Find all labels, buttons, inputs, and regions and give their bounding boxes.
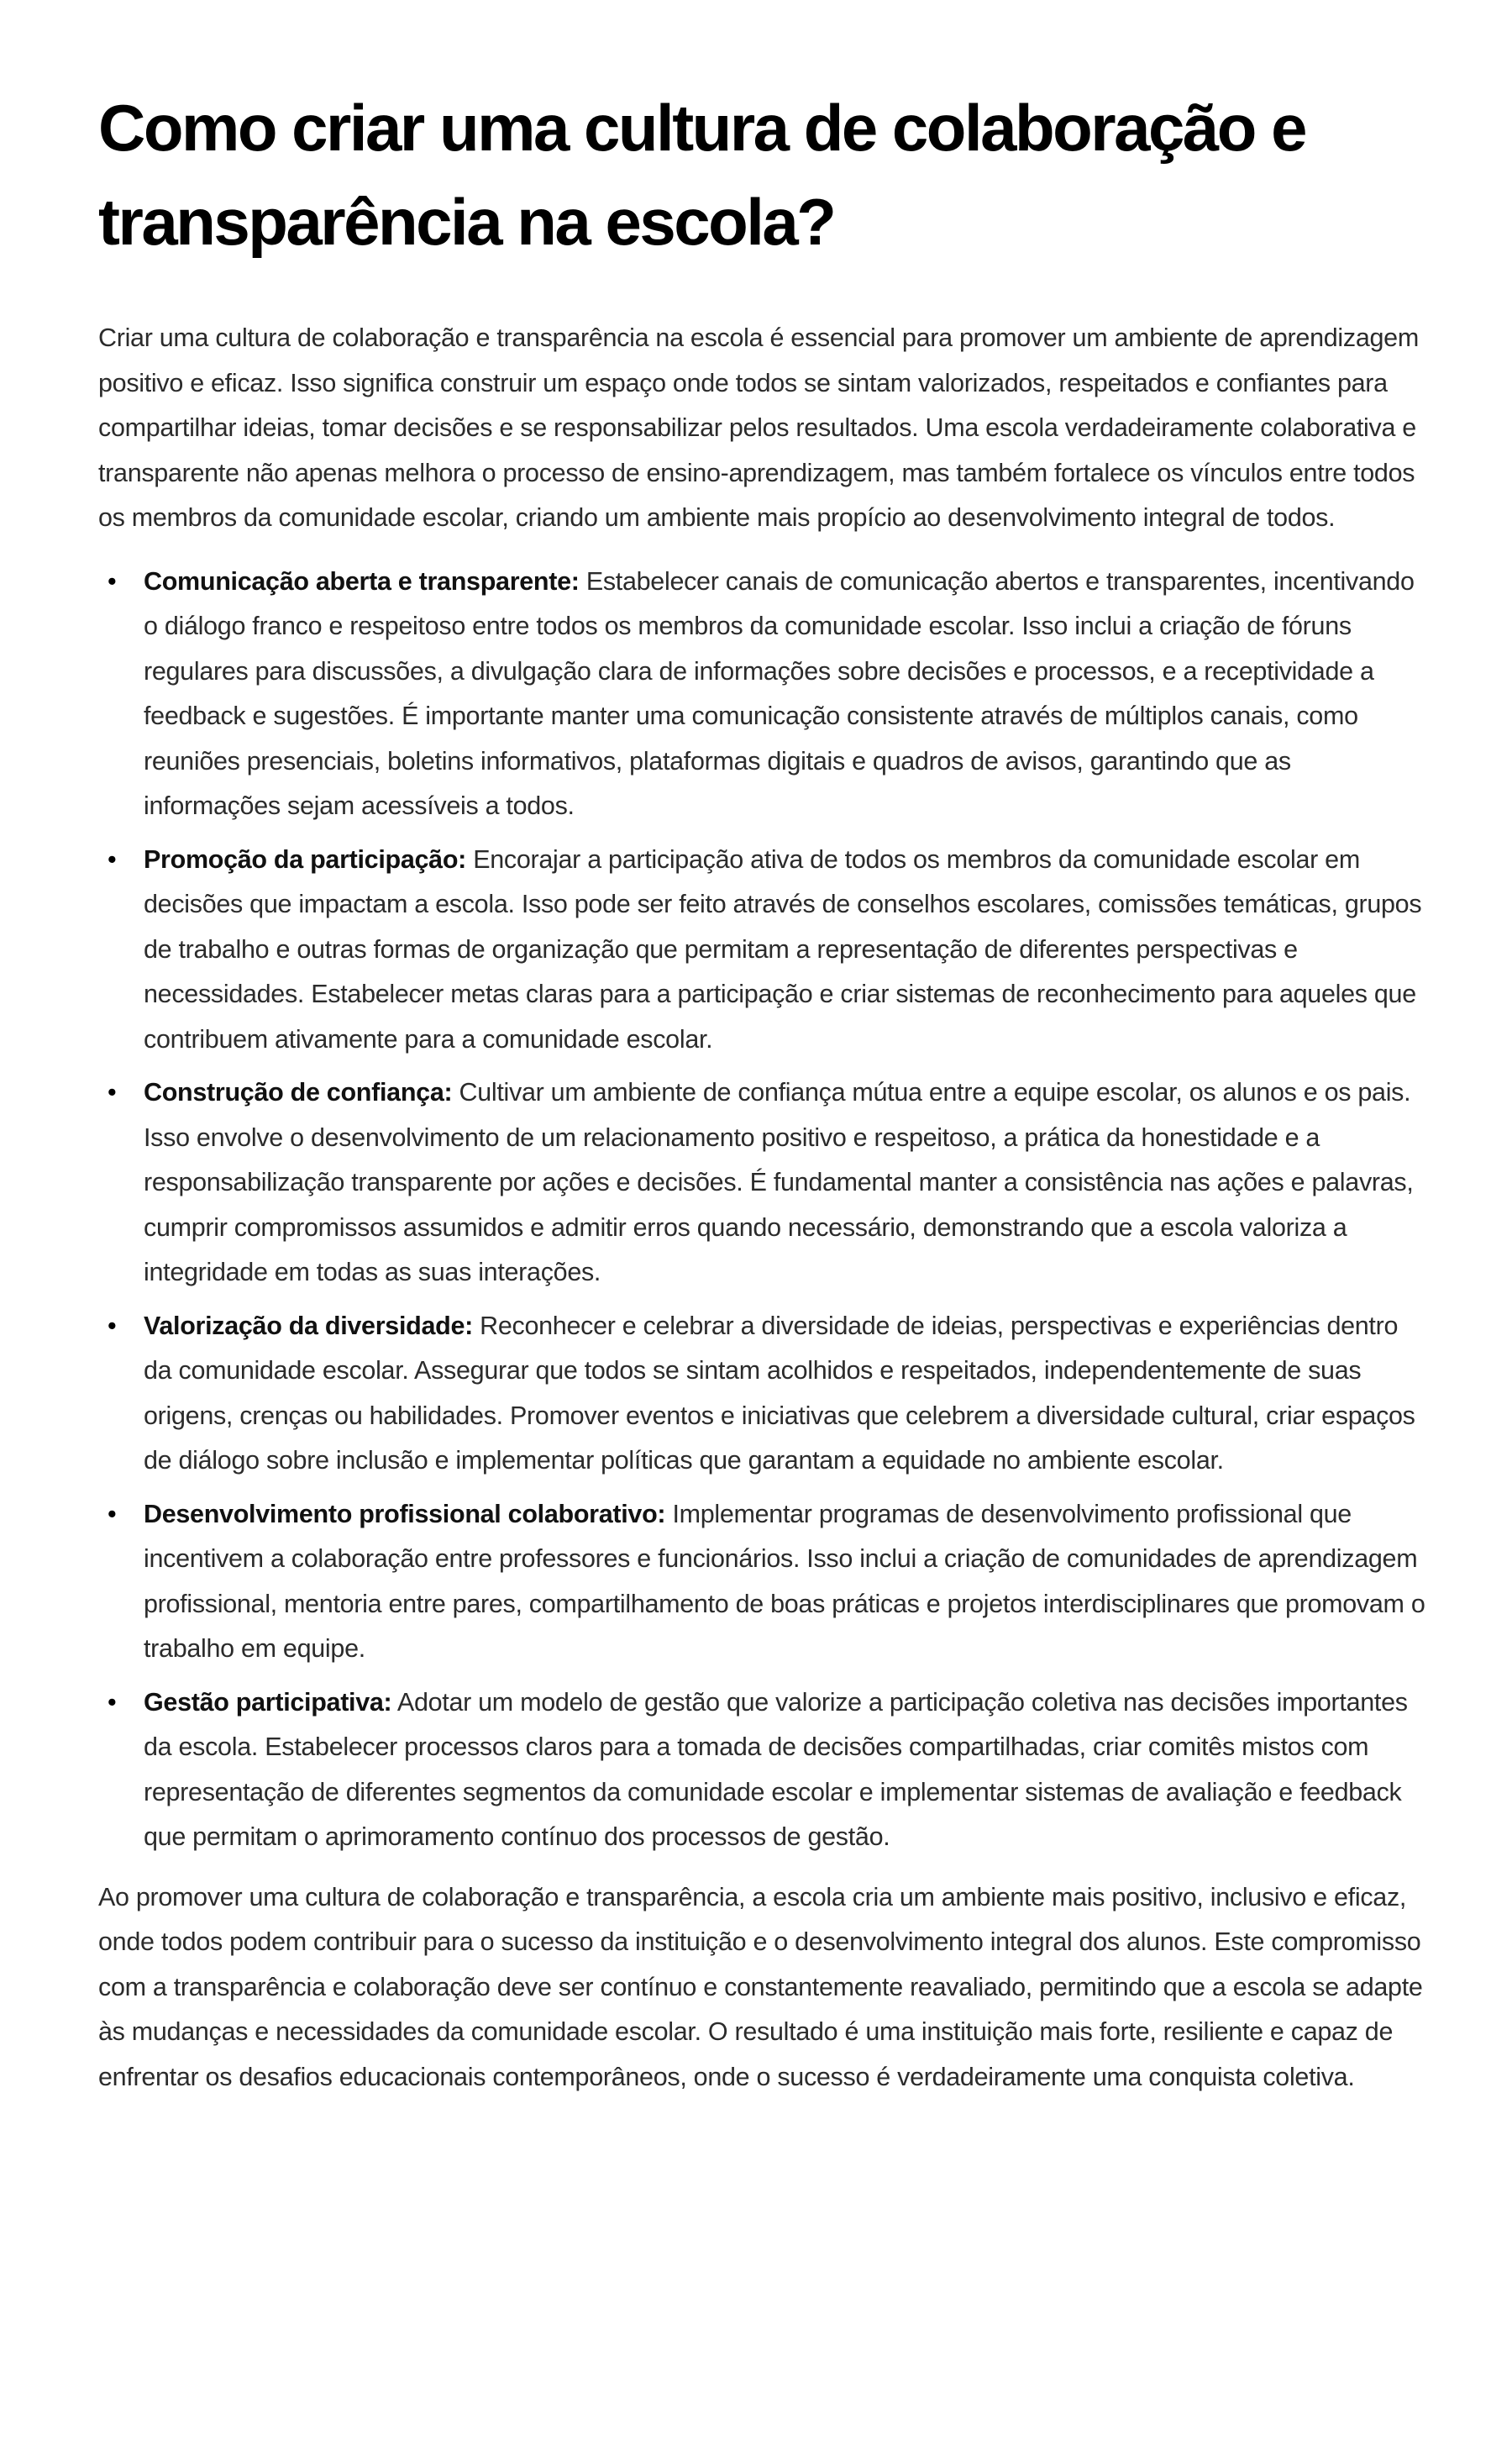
list-item-term: Gestão participativa: [144,1687,392,1717]
list-item-text: Reconhecer e celebrar a diversidade de ideias, perspectivas e experiências dentro da comunidade escolar. Assegurar que todos se sintam acolhidos e respeitados, independentemente de suas origens, crenças ou habilidades. Promover eventos e iniciativas que celebrem a diversidade cultural, criar espaços de diálogo sobre inclusão e implementar políticas que garantam a equidade no ambiente escolar. [144,1311,1415,1475]
list-item-text: Cultivar um ambiente de confiança mútua entre a equipe escolar, os alunos e os pais. Isso envolve o desenvolvimento de um relacionamento positivo e respeitoso, a prática da honestidade e a responsabilização transparente por ações e decisões. É fundamental manter a consistência nas ações e palavras, cumprir compromissos assumidos e admitir erros quando necessário, demonstrando que a escola valoriza a integridade em todas as suas interações. [144,1078,1414,1286]
bullet-icon: • [108,566,117,596]
bullet-icon: • [108,1311,117,1340]
bullet-icon: • [108,1687,117,1717]
list-item-term: Desenvolvimento profissional colaborativo: [144,1499,666,1528]
list-item-text: Adotar um modelo de gestão que valorize a participação coletiva nas decisões importantes da escola. Estabelecer processos claros para a tomada de decisões compartilhadas, criar comitês mistos com representação de diferentes segmentos da comunidade escolar e implementar sistemas de avaliação e feedback que permitam o aprimoramento contínuo dos processos de gestão. [144,1687,1408,1851]
page-title: Como criar uma cultura de colaboração e transparência na escola? [98,91,1305,259]
list-item [108,1680,1425,1860]
list-item-term: Promoção da participação: [144,844,467,874]
bullet-icon: • [108,1499,117,1528]
list-item [108,1492,1425,1672]
list-item [108,838,1425,1063]
list-item-text: Estabelecer canais de comunicação abertos e transparentes, incentivando o diálogo franco e respeitoso entre todos os membros da comunidade escolar. Isso inclui a criação de fóruns regulares para discussões, a divulgação clara de informações sobre decisões e processos, e a receptividade a feedback e sugestões. É importante manter uma comunicação consistente através de múltiplos canais, como reuniões presenciais, boletins informativos, plataformas digitais e quadros de avisos, garantindo que as informações sejam acessíveis a todos. [144,566,1415,820]
list-item-text: Implementar programas de desenvolvimento profissional que incentivem a colaboração entre professores e funcionários. Isso inclui a criação de comunidades de aprendizagem profissional, mentoria entre pares, compartilhamento de boas práticas e projetos interdisciplinares que promovam o trabalho em equipe. [144,1499,1425,1663]
list-item-term: Construção de confiança: [144,1078,453,1107]
list-item [108,1070,1425,1296]
list-item-term: Valorização da diversidade: [144,1311,473,1340]
intro-paragraph: Criar uma cultura de colaboração e transparência na escola é essencial para promover um ambiente de aprendizagem positivo e eficaz. Isso significa construir um espaço onde todos se sintam valorizados, respeitados e confiantes para compartilhar ideias, tomar decisões e se responsabilizar pelos resultados. Uma escola verdadeiramente colaborativa e transparente não apenas melhora o processo de ensino-aprendizagem, mas também fortalece os vínculos entre todos os membros da comunidade escolar, criando um ambiente mais propício ao desenvolvimento integral de todos. [98,323,1419,532]
bullet-icon: • [108,844,117,874]
bullet-list [98,560,1425,1860]
bullet-icon: • [108,1078,117,1107]
conclusion-paragraph: Ao promover uma cultura de colaboração e transparência, a escola cria um ambiente mais positivo, inclusivo e eficaz, onde todos podem contribuir para o sucesso da instituição e o desenvolvimento integral dos alunos. Este compromisso com a transparência e colaboração deve ser contínuo e constantemente reavaliado, permitindo que a escola se adapte às mudanças e necessidades da comunidade escolar. O resultado é uma instituição mais forte, resiliente e capaz de enfrentar os desafios educacionais contemporâneos, onde o sucesso é verdadeiramente uma conquista coletiva. [98,1882,1423,2091]
list-item [108,1304,1425,1484]
list-item [108,560,1425,829]
list-item-term: Comunicação aberta e transparente: [144,566,580,596]
list-item-text: Encorajar a participação ativa de todos os membros da comunidade escolar em decisões que impactam a escola. Isso pode ser feito através de conselhos escolares, comissões temáticas, grupos de trabalho e outras formas de organização que permitam a representação de diferentes perspectivas e necessidades. Estabelecer metas claras para a participação e criar sistemas de reconhecimento para aqueles que contribuem ativamente para a comunidade escolar. [144,844,1422,1054]
